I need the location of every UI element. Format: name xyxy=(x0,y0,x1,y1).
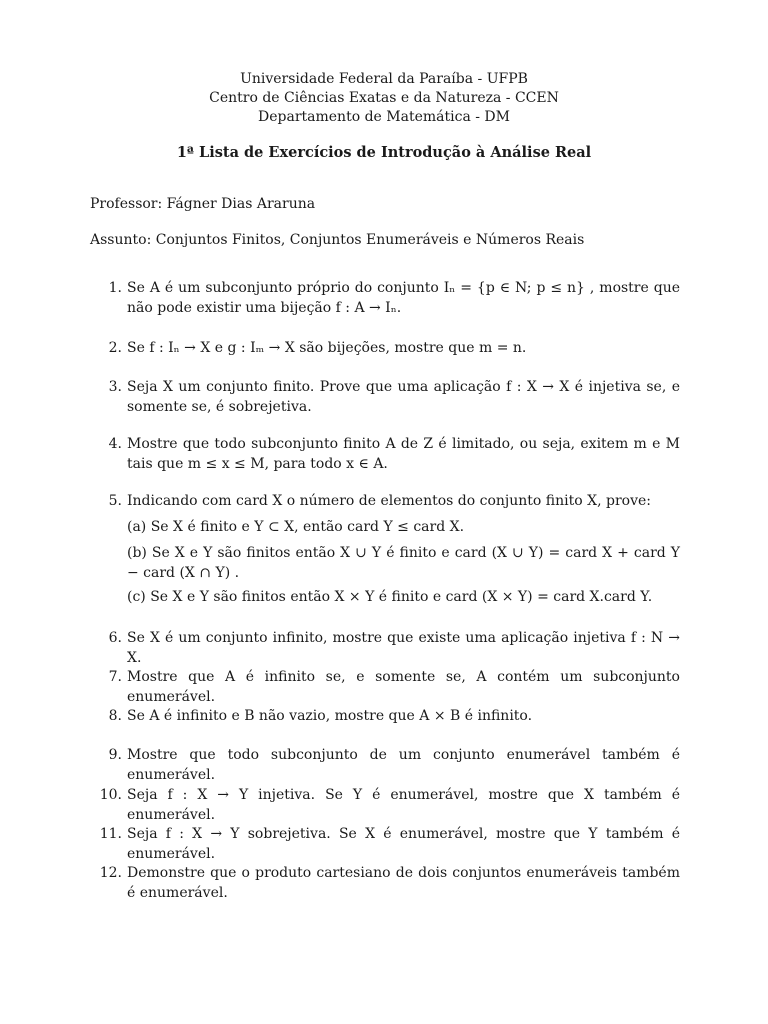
exercise-text: Demonstre que o produto cartesiano de dois conjuntos enumeráveis também é enumerável. xyxy=(127,865,680,901)
exercise-text: Seja X um conjunto finito. Prove que uma aplicação f : X → X é injetiva se, e somente se, é sobrejetiva. xyxy=(127,379,680,415)
university-name: Universidade Federal da Paraíba - UFPB xyxy=(240,71,528,87)
subject-line: Assunto: Conjuntos Finitos, Conjuntos Enumeráveis e Números Reais xyxy=(90,232,585,248)
professor-line: Professor: Fágner Dias Araruna xyxy=(90,196,316,212)
header xyxy=(0,70,768,127)
exercise-text: Mostre que todo subconjunto de um conjunto enumerável também é enumerável. xyxy=(127,747,680,783)
exercise-text: Se A é um subconjunto próprio do conjunto Iₙ = {p ∈ N; p ≤ n} , mostre que não pode existir uma bijeção f : A → Iₙ. xyxy=(127,280,680,316)
exercise-text: Mostre que A é infinito se, e somente se, A contém um subconjunto enumerável. xyxy=(127,669,680,705)
exercise-number: 11. xyxy=(99,826,122,842)
exercise-number: 6. xyxy=(108,630,122,646)
page-title: 1ª Lista de Exercícios de Introdução à Análise Real xyxy=(176,144,592,161)
exercise-number: 1. xyxy=(108,280,122,296)
exercise-intro: Indicando com card X o número de elementos do conjunto finito X, prove: xyxy=(127,493,651,509)
exercise-text: Seja f : X → Y sobrejetiva. Se X é enumerável, mostre que Y também é enumerável. xyxy=(127,826,680,862)
exercise-text: Se X é um conjunto infinito, mostre que existe uma aplicação injetiva f : N → X. xyxy=(127,630,680,666)
center-name: Centro de Ciências Exatas e da Natureza - CCEN xyxy=(209,90,559,106)
exercise-number: 2. xyxy=(108,340,122,356)
exercise-number: 7. xyxy=(108,669,122,685)
subitem-a: (a) Se X é finito e Y ⊂ X, então card Y ≤ card X. xyxy=(127,519,465,535)
exercise-number: 3. xyxy=(108,379,122,395)
exercise-text: Se f : Iₙ → X e g : Iₘ → X são bijeções, mostre que m = n. xyxy=(127,340,527,356)
exercise-number: 4. xyxy=(108,436,122,452)
department-name: Departamento de Matemática - DM xyxy=(258,109,510,125)
subitem-b: (b) Se X e Y são finitos então X ∪ Y é finito e card (X ∪ Y) = card X + card Y − card (X ∩ Y) . xyxy=(127,545,680,581)
exercise-number: 12. xyxy=(99,865,122,881)
exercise-text xyxy=(127,491,680,607)
subitem-c: (c) Se X e Y são finitos então X × Y é finito e card (X × Y) = card X.card Y. xyxy=(127,589,653,605)
exercise-text: Se A é infinito e B não vazio, mostre que A × B é infinito. xyxy=(127,708,533,724)
exercise-number: 8. xyxy=(108,708,122,724)
exercise-text: Mostre que todo subconjunto finito A de Z é limitado, ou seja, exitem m e M tais que m ≤ x ≤ M, para todo x ∈ A. xyxy=(127,436,680,472)
exercise-number: 10. xyxy=(99,787,122,803)
exercise-number: 5. xyxy=(108,493,122,509)
exercise-number: 9. xyxy=(108,747,122,763)
exercise-text: Seja f : X → Y injetiva. Se Y é enumerável, mostre que X também é enumerável. xyxy=(127,787,680,823)
